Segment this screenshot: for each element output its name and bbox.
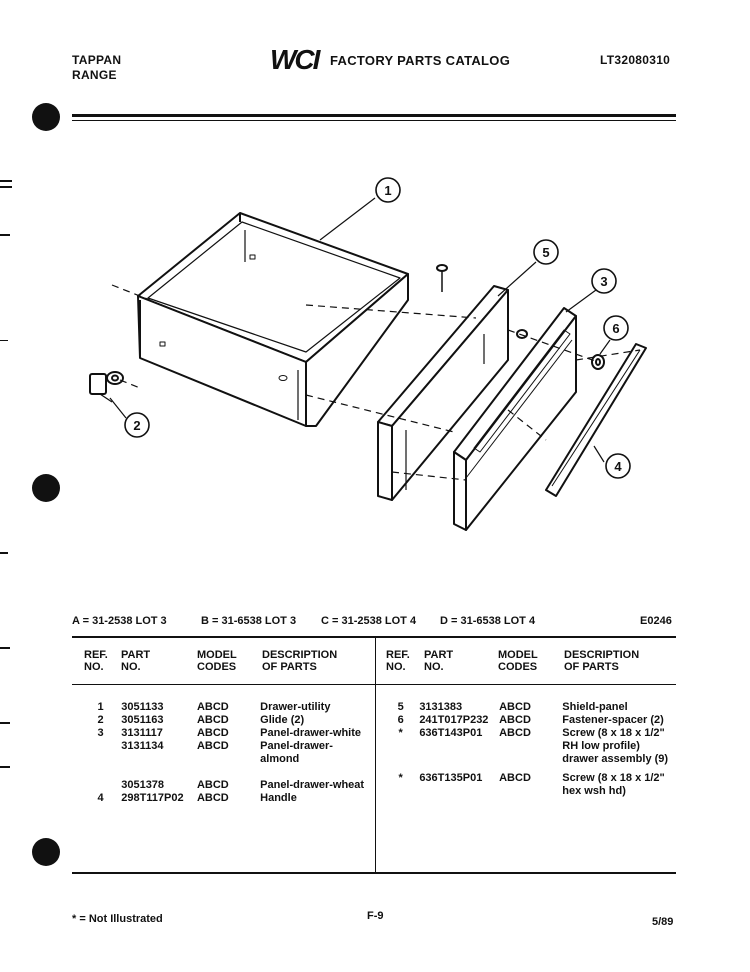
- brand-line-2: RANGE: [72, 68, 117, 82]
- brand-line-1: TAPPAN: [72, 53, 122, 67]
- screw-drawing: [437, 265, 447, 292]
- left-header-model: MODEL CODES: [197, 649, 237, 673]
- edge-mark: [0, 766, 10, 768]
- left-header-ref: REF. NO.: [84, 649, 108, 673]
- left-parts-list: [84, 701, 374, 805]
- table-row: * 636T143P01 ABCD Screw (8 x 18 x 1/2" RH low profile) drawer assembly (9): [398, 727, 669, 765]
- table-row: 3131134 ABCD Panel-drawer-almond: [121, 740, 333, 765]
- table-row: 3051378 ABCD Panel-drawer-wheat: [121, 779, 365, 791]
- callout-label-2: 2: [133, 418, 141, 433]
- right-header-part: PART NO.: [424, 649, 454, 673]
- table-row: 2 3051163 ABCD Glide (2): [97, 714, 305, 726]
- table-row: * 636T135P01 ABCD Screw (8 x 18 x 1/2" hex wsh hd): [398, 772, 665, 797]
- left-header-part: PART NO.: [121, 649, 151, 673]
- table-column-divider: [375, 636, 376, 872]
- right-parts-list: [386, 701, 678, 798]
- lot-d: D = 31-6538 LOT 4: [440, 615, 536, 627]
- callout-label-5: 5: [542, 245, 550, 260]
- page-number: F-9: [367, 910, 384, 922]
- left-header-desc: DESCRIPTION OF PARTS: [262, 649, 338, 673]
- table-bottom-rule: [72, 872, 676, 874]
- diagram-code: E0246: [640, 615, 672, 627]
- callout-label-1: 1: [384, 183, 392, 198]
- table-top-rule: [72, 636, 676, 638]
- right-header-ref: REF. NO.: [386, 649, 410, 673]
- glide-drawing: [90, 372, 123, 402]
- table-row: 6 241T017P232 ABCD Fastener-spacer (2): [397, 714, 664, 726]
- table-header-rule: [72, 684, 676, 685]
- edge-mark: [0, 647, 10, 649]
- lot-b: B = 31-6538 LOT 3: [201, 615, 297, 627]
- drawer-utility-drawing: [138, 213, 408, 426]
- catalog-number: LT32080310: [600, 53, 671, 67]
- table-row: 1 3051133 ABCD Drawer-utility: [97, 701, 331, 713]
- lot-c: C = 31-2538 LOT 4: [321, 615, 417, 627]
- not-illustrated-note: * = Not Illustrated: [72, 913, 163, 925]
- lot-a: A = 31-2538 LOT 3: [72, 615, 167, 627]
- catalog-title: FACTORY PARTS CATALOG: [330, 53, 511, 68]
- table-row: 5 3131383 ABCD Shield-panel: [397, 701, 628, 713]
- callout-label-6: 6: [612, 321, 620, 336]
- right-header-model: MODEL CODES: [498, 649, 538, 673]
- revision-date: 5/89: [652, 916, 674, 928]
- right-header-desc: DESCRIPTION OF PARTS: [564, 649, 640, 673]
- table-row: 4 298T117P02 ABCD Handle: [97, 792, 297, 804]
- edge-mark: [0, 722, 10, 724]
- punch-hole-bottom: [32, 838, 60, 866]
- callout-label-4: 4: [614, 459, 622, 474]
- wci-logo: WCI: [270, 44, 319, 75]
- table-row: 3 3131117 ABCD Panel-drawer-white: [97, 727, 361, 739]
- callout-label-3: 3: [600, 274, 608, 289]
